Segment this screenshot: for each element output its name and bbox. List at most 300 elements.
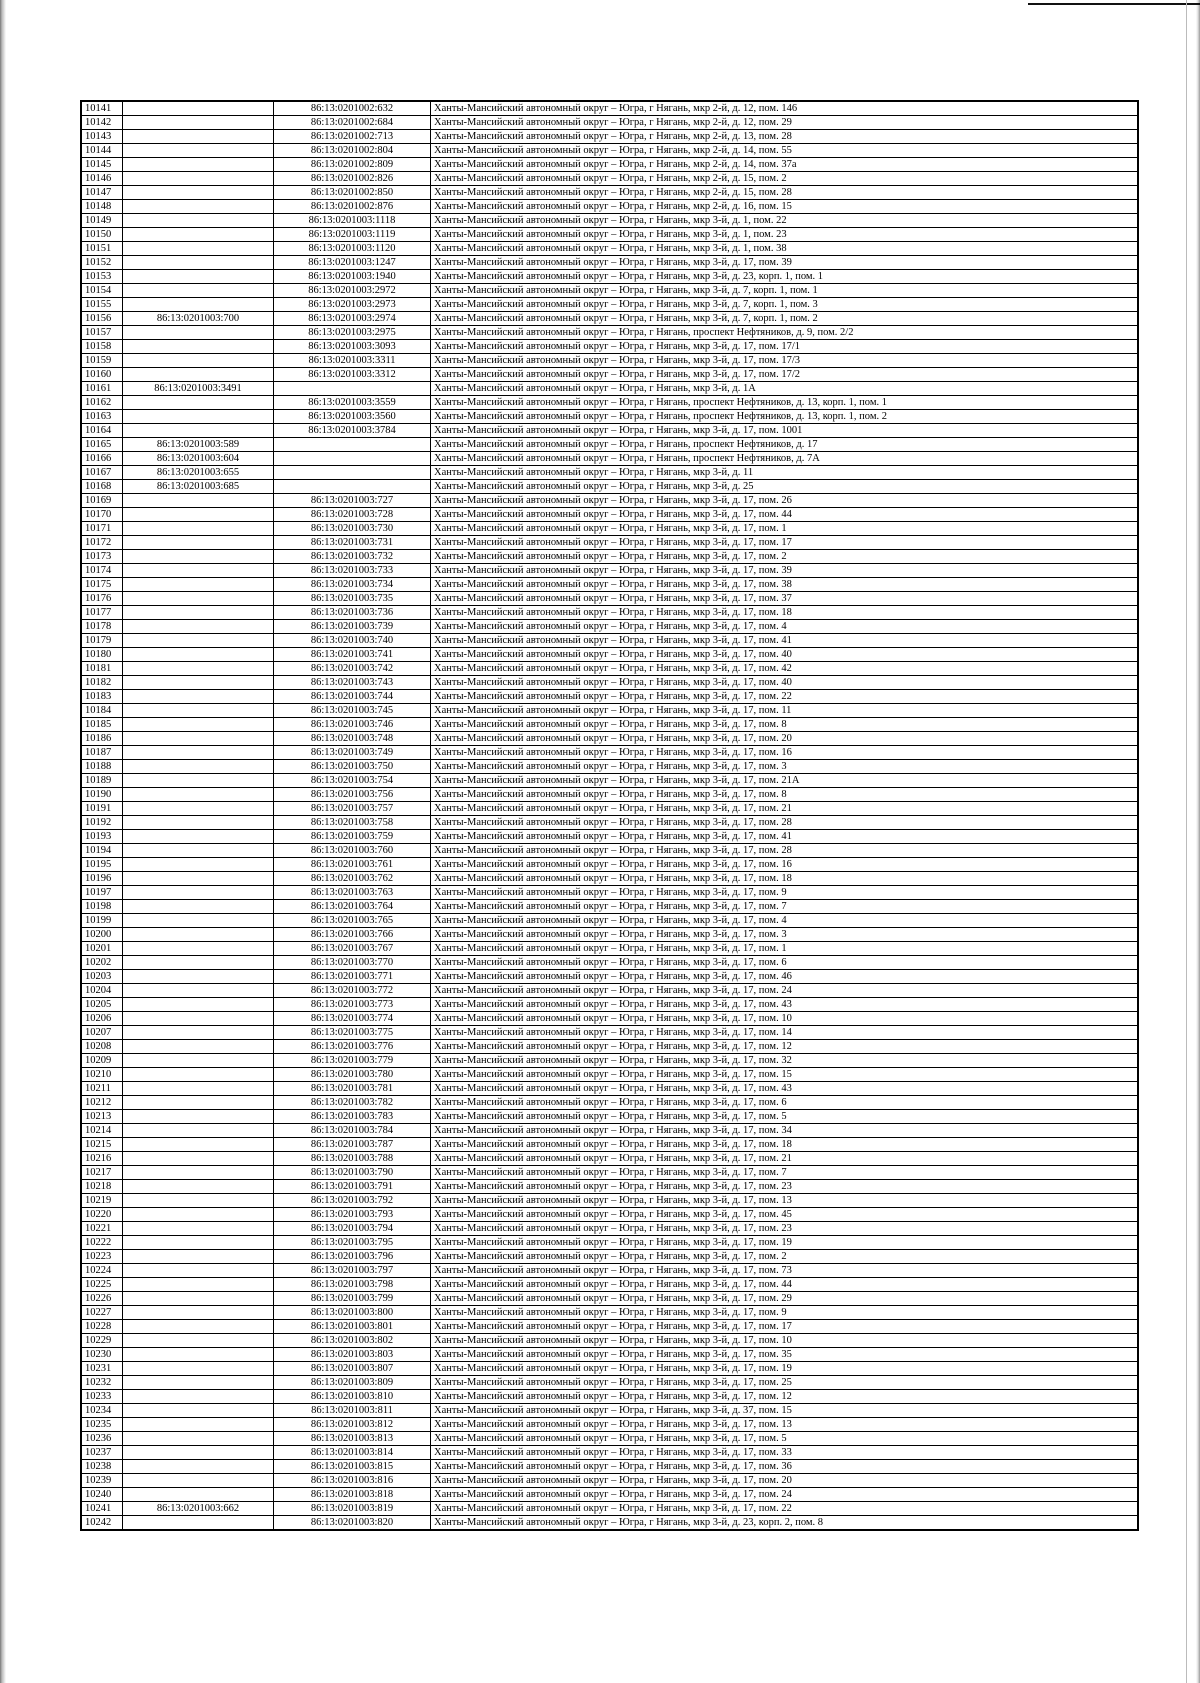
old-cadastral-number-cell bbox=[123, 830, 274, 844]
row-number-cell: 10206 bbox=[81, 1012, 123, 1026]
row-number-cell: 10222 bbox=[81, 1236, 123, 1250]
table-row bbox=[81, 718, 1138, 732]
cadastral-number-cell: 86:13:0201003:1247 bbox=[274, 256, 431, 270]
table-row bbox=[81, 830, 1138, 844]
old-cadastral-number-cell bbox=[123, 1180, 274, 1194]
cadastral-number-cell: 86:13:0201003:1120 bbox=[274, 242, 431, 256]
row-number-cell: 10168 bbox=[81, 480, 123, 494]
row-number-cell: 10194 bbox=[81, 844, 123, 858]
old-cadastral-number-cell: 86:13:0201003:589 bbox=[123, 438, 274, 452]
old-cadastral-number-cell bbox=[123, 214, 274, 228]
old-cadastral-number-cell bbox=[123, 522, 274, 536]
row-number-cell: 10163 bbox=[81, 410, 123, 424]
address-cell: Ханты-Мансийский автономный округ – Югра, г Нягань, мкр 3-й, д. 17, пом. 32 bbox=[431, 1054, 1139, 1068]
cadastral-number-cell bbox=[274, 466, 431, 480]
old-cadastral-number-cell bbox=[123, 1516, 274, 1531]
row-number-cell: 10232 bbox=[81, 1376, 123, 1390]
row-number-cell: 10224 bbox=[81, 1264, 123, 1278]
address-cell: Ханты-Мансийский автономный округ – Югра, г Нягань, мкр 3-й, д. 17, пом. 17/3 bbox=[431, 354, 1139, 368]
old-cadastral-number-cell bbox=[123, 1068, 274, 1082]
address-cell: Ханты-Мансийский автономный округ – Югра, г Нягань, мкр 3-й, д. 17, пом. 16 bbox=[431, 746, 1139, 760]
table-row bbox=[81, 242, 1138, 256]
old-cadastral-number-cell bbox=[123, 690, 274, 704]
row-number-cell: 10156 bbox=[81, 312, 123, 326]
cadastral-number-cell: 86:13:0201003:2975 bbox=[274, 326, 431, 340]
row-number-cell: 10153 bbox=[81, 270, 123, 284]
cadastral-number-cell: 86:13:0201003:745 bbox=[274, 704, 431, 718]
row-number-cell: 10166 bbox=[81, 452, 123, 466]
address-cell: Ханты-Мансийский автономный округ – Югра, г Нягань, мкр 3-й, д. 17, пом. 5 bbox=[431, 1432, 1139, 1446]
cadastral-number-cell: 86:13:0201003:2974 bbox=[274, 312, 431, 326]
table-row bbox=[81, 1110, 1138, 1124]
cadastral-number-cell: 86:13:0201003:744 bbox=[274, 690, 431, 704]
table-row bbox=[81, 298, 1138, 312]
row-number-cell: 10169 bbox=[81, 494, 123, 508]
cadastral-number-cell: 86:13:0201003:813 bbox=[274, 1432, 431, 1446]
table-row bbox=[81, 1502, 1138, 1516]
address-cell: Ханты-Мансийский автономный округ – Югра, г Нягань, мкр 3-й, д. 17, пом. 12 bbox=[431, 1390, 1139, 1404]
address-cell: Ханты-Мансийский автономный округ – Югра, г Нягань, мкр 3-й, д. 17, пом. 23 bbox=[431, 1180, 1139, 1194]
cadastral-number-cell: 86:13:0201003:757 bbox=[274, 802, 431, 816]
row-number-cell: 10239 bbox=[81, 1474, 123, 1488]
address-cell: Ханты-Мансийский автономный округ – Югра, г Нягань, мкр 3-й, д. 17, пом. 11 bbox=[431, 704, 1139, 718]
row-number-cell: 10225 bbox=[81, 1278, 123, 1292]
table-row bbox=[81, 1068, 1138, 1082]
cadastral-number-cell: 86:13:0201003:741 bbox=[274, 648, 431, 662]
old-cadastral-number-cell bbox=[123, 1362, 274, 1376]
old-cadastral-number-cell bbox=[123, 1082, 274, 1096]
address-cell: Ханты-Мансийский автономный округ – Югра, г Нягань, мкр 3-й, д. 17, пом. 3 bbox=[431, 928, 1139, 942]
old-cadastral-number-cell bbox=[123, 662, 274, 676]
address-cell: Ханты-Мансийский автономный округ – Югра, г Нягань, мкр 3-й, д. 1, пом. 22 bbox=[431, 214, 1139, 228]
row-number-cell: 10173 bbox=[81, 550, 123, 564]
row-number-cell: 10201 bbox=[81, 942, 123, 956]
row-number-cell: 10182 bbox=[81, 676, 123, 690]
table-row bbox=[81, 1250, 1138, 1264]
table-row bbox=[81, 928, 1138, 942]
address-cell: Ханты-Мансийский автономный округ – Югра, г Нягань, мкр 3-й, д. 25 bbox=[431, 480, 1139, 494]
cadastral-number-cell: 86:13:0201003:819 bbox=[274, 1502, 431, 1516]
cadastral-number-cell: 86:13:0201003:760 bbox=[274, 844, 431, 858]
row-number-cell: 10208 bbox=[81, 1040, 123, 1054]
old-cadastral-number-cell bbox=[123, 1334, 274, 1348]
cadastral-number-cell: 86:13:0201003:750 bbox=[274, 760, 431, 774]
cadastral-number-cell: 86:13:0201003:797 bbox=[274, 1264, 431, 1278]
cadastral-number-cell: 86:13:0201003:815 bbox=[274, 1460, 431, 1474]
cadastral-number-cell: 86:13:0201003:2972 bbox=[274, 284, 431, 298]
address-cell: Ханты-Мансийский автономный округ – Югра, г Нягань, мкр 3-й, д. 17, пом. 17/2 bbox=[431, 368, 1139, 382]
address-cell: Ханты-Мансийский автономный округ – Югра, г Нягань, мкр 3-й, д. 17, пом. 4 bbox=[431, 620, 1139, 634]
old-cadastral-number-cell bbox=[123, 144, 274, 158]
row-number-cell: 10202 bbox=[81, 956, 123, 970]
row-number-cell: 10210 bbox=[81, 1068, 123, 1082]
table-row bbox=[81, 1278, 1138, 1292]
registry-table bbox=[80, 100, 1139, 1531]
table-row bbox=[81, 1208, 1138, 1222]
address-cell: Ханты-Мансийский автономный округ – Югра, г Нягань, мкр 3-й, д. 17, пом. 23 bbox=[431, 1222, 1139, 1236]
table-row bbox=[81, 522, 1138, 536]
table-row bbox=[81, 1138, 1138, 1152]
cadastral-number-cell: 86:13:0201003:802 bbox=[274, 1334, 431, 1348]
old-cadastral-number-cell bbox=[123, 1096, 274, 1110]
old-cadastral-number-cell bbox=[123, 900, 274, 914]
address-cell: Ханты-Мансийский автономный округ – Югра, г Нягань, мкр 3-й, д. 17, пом. 19 bbox=[431, 1362, 1139, 1376]
old-cadastral-number-cell bbox=[123, 186, 274, 200]
address-cell: Ханты-Мансийский автономный округ – Югра, г Нягань, мкр 3-й, д. 17, пом. 10 bbox=[431, 1334, 1139, 1348]
table-row bbox=[81, 424, 1138, 438]
cadastral-number-cell: 86:13:0201003:793 bbox=[274, 1208, 431, 1222]
address-cell: Ханты-Мансийский автономный округ – Югра, г Нягань, мкр 3-й, д. 17, пом. 40 bbox=[431, 676, 1139, 690]
table-row bbox=[81, 396, 1138, 410]
old-cadastral-number-cell bbox=[123, 1250, 274, 1264]
table-row bbox=[81, 760, 1138, 774]
old-cadastral-number-cell bbox=[123, 648, 274, 662]
row-number-cell: 10207 bbox=[81, 1026, 123, 1040]
table-row bbox=[81, 158, 1138, 172]
old-cadastral-number-cell: 86:13:0201003:655 bbox=[123, 466, 274, 480]
row-number-cell: 10160 bbox=[81, 368, 123, 382]
old-cadastral-number-cell bbox=[123, 1152, 274, 1166]
cadastral-number-cell: 86:13:0201003:820 bbox=[274, 1516, 431, 1531]
table-row bbox=[81, 1012, 1138, 1026]
old-cadastral-number-cell bbox=[123, 1278, 274, 1292]
cadastral-number-cell: 86:13:0201003:731 bbox=[274, 536, 431, 550]
address-cell: Ханты-Мансийский автономный округ – Югра, г Нягань, мкр 3-й, д. 17, пом. 19 bbox=[431, 1236, 1139, 1250]
address-cell: Ханты-Мансийский автономный округ – Югра, г Нягань, мкр 3-й, д. 17, пом. 73 bbox=[431, 1264, 1139, 1278]
old-cadastral-number-cell bbox=[123, 928, 274, 942]
old-cadastral-number-cell bbox=[123, 816, 274, 830]
old-cadastral-number-cell: 86:13:0201003:700 bbox=[123, 312, 274, 326]
address-cell: Ханты-Мансийский автономный округ – Югра, г Нягань, мкр 3-й, д. 17, пом. 18 bbox=[431, 872, 1139, 886]
table-row bbox=[81, 382, 1138, 396]
cadastral-number-cell: 86:13:0201003:767 bbox=[274, 942, 431, 956]
table-row bbox=[81, 466, 1138, 480]
cadastral-number-cell: 86:13:0201003:798 bbox=[274, 1278, 431, 1292]
cadastral-number-cell: 86:13:0201003:801 bbox=[274, 1320, 431, 1334]
old-cadastral-number-cell bbox=[123, 101, 274, 116]
address-cell: Ханты-Мансийский автономный округ – Югра, г Нягань, мкр 3-й, д. 17, пом. 39 bbox=[431, 564, 1139, 578]
address-cell: Ханты-Мансийский автономный округ – Югра, г Нягань, мкр 3-й, д. 17, пом. 6 bbox=[431, 1096, 1139, 1110]
row-number-cell: 10176 bbox=[81, 592, 123, 606]
table-row bbox=[81, 872, 1138, 886]
address-cell: Ханты-Мансийский автономный округ – Югра, г Нягань, мкр 3-й, д. 17, пом. 2 bbox=[431, 550, 1139, 564]
cadastral-number-cell bbox=[274, 452, 431, 466]
table-row bbox=[81, 606, 1138, 620]
cadastral-number-cell: 86:13:0201003:733 bbox=[274, 564, 431, 578]
table-row bbox=[81, 1166, 1138, 1180]
address-cell: Ханты-Мансийский автономный округ – Югра, г Нягань, мкр 3-й, д. 17, пом. 43 bbox=[431, 1082, 1139, 1096]
address-cell: Ханты-Мансийский автономный округ – Югра, г Нягань, мкр 3-й, д. 17, пом. 8 bbox=[431, 718, 1139, 732]
row-number-cell: 10215 bbox=[81, 1138, 123, 1152]
address-cell: Ханты-Мансийский автономный округ – Югра, г Нягань, мкр 3-й, д. 17, пом. 18 bbox=[431, 1138, 1139, 1152]
table-row bbox=[81, 1292, 1138, 1306]
old-cadastral-number-cell bbox=[123, 494, 274, 508]
old-cadastral-number-cell bbox=[123, 368, 274, 382]
address-cell: Ханты-Мансийский автономный округ – Югра, г Нягань, мкр 3-й, д. 17, пом. 21А bbox=[431, 774, 1139, 788]
cadastral-number-cell: 86:13:0201002:804 bbox=[274, 144, 431, 158]
address-cell: Ханты-Мансийский автономный округ – Югра, г Нягань, мкр 3-й, д. 17, пом. 5 bbox=[431, 1110, 1139, 1124]
table-row bbox=[81, 1040, 1138, 1054]
table-row bbox=[81, 1152, 1138, 1166]
table-row bbox=[81, 326, 1138, 340]
table-row bbox=[81, 844, 1138, 858]
cadastral-number-cell: 86:13:0201003:796 bbox=[274, 1250, 431, 1264]
cadastral-number-cell: 86:13:0201003:814 bbox=[274, 1446, 431, 1460]
address-cell: Ханты-Мансийский автономный округ – Югра, г Нягань, мкр 3-й, д. 17, пом. 7 bbox=[431, 1166, 1139, 1180]
row-number-cell: 10175 bbox=[81, 578, 123, 592]
row-number-cell: 10155 bbox=[81, 298, 123, 312]
cadastral-number-cell: 86:13:0201003:771 bbox=[274, 970, 431, 984]
old-cadastral-number-cell bbox=[123, 158, 274, 172]
table-row bbox=[81, 578, 1138, 592]
old-cadastral-number-cell bbox=[123, 256, 274, 270]
cadastral-number-cell: 86:13:0201003:3312 bbox=[274, 368, 431, 382]
address-cell: Ханты-Мансийский автономный округ – Югра, г Нягань, мкр 3-й, д. 17, пом. 24 bbox=[431, 984, 1139, 998]
old-cadastral-number-cell bbox=[123, 564, 274, 578]
old-cadastral-number-cell bbox=[123, 956, 274, 970]
row-number-cell: 10223 bbox=[81, 1250, 123, 1264]
old-cadastral-number-cell bbox=[123, 410, 274, 424]
address-cell: Ханты-Мансийский автономный округ – Югра, г Нягань, мкр 2-й, д. 14, пом. 37а bbox=[431, 158, 1139, 172]
table-row bbox=[81, 1096, 1138, 1110]
cadastral-number-cell: 86:13:0201003:788 bbox=[274, 1152, 431, 1166]
row-number-cell: 10197 bbox=[81, 886, 123, 900]
table-row bbox=[81, 1306, 1138, 1320]
old-cadastral-number-cell bbox=[123, 340, 274, 354]
address-cell: Ханты-Мансийский автономный округ – Югра, г Нягань, мкр 3-й, д. 17, пом. 25 bbox=[431, 1376, 1139, 1390]
table-row bbox=[81, 116, 1138, 130]
row-number-cell: 10184 bbox=[81, 704, 123, 718]
address-cell: Ханты-Мансийский автономный округ – Югра, г Нягань, мкр 3-й, д. 23, корп. 1, пом. 1 bbox=[431, 270, 1139, 284]
address-cell: Ханты-Мансийский автономный округ – Югра, г Нягань, мкр 3-й, д. 17, пом. 41 bbox=[431, 830, 1139, 844]
cadastral-number-cell bbox=[274, 480, 431, 494]
row-number-cell: 10165 bbox=[81, 438, 123, 452]
row-number-cell: 10164 bbox=[81, 424, 123, 438]
table-row bbox=[81, 368, 1138, 382]
table-row bbox=[81, 662, 1138, 676]
address-cell: Ханты-Мансийский автономный округ – Югра, г Нягань, мкр 3-й, д. 17, пом. 29 bbox=[431, 1292, 1139, 1306]
table-row bbox=[81, 354, 1138, 368]
row-number-cell: 10213 bbox=[81, 1110, 123, 1124]
row-number-cell: 10241 bbox=[81, 1502, 123, 1516]
row-number-cell: 10195 bbox=[81, 858, 123, 872]
table-row bbox=[81, 1390, 1138, 1404]
address-cell: Ханты-Мансийский автономный округ – Югра, г Нягань, мкр 3-й, д. 17, пом. 12 bbox=[431, 1040, 1139, 1054]
address-cell: Ханты-Мансийский автономный округ – Югра, г Нягань, мкр 3-й, д. 17, пом. 35 bbox=[431, 1348, 1139, 1362]
address-cell: Ханты-Мансийский автономный округ – Югра, г Нягань, мкр 3-й, д. 17, пом. 26 bbox=[431, 494, 1139, 508]
row-number-cell: 10193 bbox=[81, 830, 123, 844]
address-cell: Ханты-Мансийский автономный округ – Югра, г Нягань, мкр 3-й, д. 17, пом. 4 bbox=[431, 914, 1139, 928]
address-cell: Ханты-Мансийский автономный округ – Югра, г Нягань, мкр 3-й, д. 17, пом. 22 bbox=[431, 1502, 1139, 1516]
old-cadastral-number-cell bbox=[123, 1432, 274, 1446]
table-row bbox=[81, 970, 1138, 984]
table-row bbox=[81, 956, 1138, 970]
row-number-cell: 10148 bbox=[81, 200, 123, 214]
row-number-cell: 10192 bbox=[81, 816, 123, 830]
old-cadastral-number-cell bbox=[123, 802, 274, 816]
row-number-cell: 10152 bbox=[81, 256, 123, 270]
address-cell: Ханты-Мансийский автономный округ – Югра, г Нягань, мкр 2-й, д. 13, пом. 28 bbox=[431, 130, 1139, 144]
cadastral-number-cell: 86:13:0201003:759 bbox=[274, 830, 431, 844]
address-cell: Ханты-Мансийский автономный округ – Югра, г Нягань, мкр 3-й, д. 17, пом. 7 bbox=[431, 900, 1139, 914]
row-number-cell: 10171 bbox=[81, 522, 123, 536]
table-row bbox=[81, 1082, 1138, 1096]
scan-edge-left bbox=[0, 0, 6, 1683]
row-number-cell: 10199 bbox=[81, 914, 123, 928]
row-number-cell: 10158 bbox=[81, 340, 123, 354]
table-row bbox=[81, 1180, 1138, 1194]
table-row bbox=[81, 452, 1138, 466]
row-number-cell: 10185 bbox=[81, 718, 123, 732]
address-cell: Ханты-Мансийский автономный округ – Югра, г Нягань, мкр 3-й, д. 17, пом. 14 bbox=[431, 1026, 1139, 1040]
address-cell: Ханты-Мансийский автономный округ – Югра, г Нягань, мкр 3-й, д. 17, пом. 33 bbox=[431, 1446, 1139, 1460]
address-cell: Ханты-Мансийский автономный округ – Югра, г Нягань, мкр 3-й, д. 7, корп. 1, пом. 3 bbox=[431, 298, 1139, 312]
old-cadastral-number-cell bbox=[123, 1418, 274, 1432]
table-row bbox=[81, 1432, 1138, 1446]
address-cell: Ханты-Мансийский автономный округ – Югра, г Нягань, мкр 2-й, д. 12, пом. 146 bbox=[431, 101, 1139, 116]
cadastral-number-cell: 86:13:0201003:739 bbox=[274, 620, 431, 634]
row-number-cell: 10235 bbox=[81, 1418, 123, 1432]
row-number-cell: 10238 bbox=[81, 1460, 123, 1474]
row-number-cell: 10161 bbox=[81, 382, 123, 396]
cadastral-number-cell: 86:13:0201003:780 bbox=[274, 1068, 431, 1082]
cadastral-number-cell bbox=[274, 438, 431, 452]
old-cadastral-number-cell bbox=[123, 1208, 274, 1222]
old-cadastral-number-cell bbox=[123, 1320, 274, 1334]
row-number-cell: 10200 bbox=[81, 928, 123, 942]
row-number-cell: 10237 bbox=[81, 1446, 123, 1460]
table-row bbox=[81, 1488, 1138, 1502]
table-row bbox=[81, 340, 1138, 354]
old-cadastral-number-cell bbox=[123, 1040, 274, 1054]
old-cadastral-number-cell bbox=[123, 970, 274, 984]
address-cell: Ханты-Мансийский автономный округ – Югра, г Нягань, мкр 3-й, д. 17, пом. 21 bbox=[431, 802, 1139, 816]
row-number-cell: 10179 bbox=[81, 634, 123, 648]
cadastral-number-cell: 86:13:0201003:3559 bbox=[274, 396, 431, 410]
address-cell: Ханты-Мансийский автономный округ – Югра, г Нягань, мкр 2-й, д. 12, пом. 29 bbox=[431, 116, 1139, 130]
old-cadastral-number-cell: 86:13:0201003:3491 bbox=[123, 382, 274, 396]
table-row bbox=[81, 101, 1138, 116]
row-number-cell: 10172 bbox=[81, 536, 123, 550]
cadastral-number-cell: 86:13:0201003:761 bbox=[274, 858, 431, 872]
cadastral-number-cell: 86:13:0201003:766 bbox=[274, 928, 431, 942]
row-number-cell: 10150 bbox=[81, 228, 123, 242]
table-row bbox=[81, 410, 1138, 424]
table-row bbox=[81, 494, 1138, 508]
cadastral-number-cell: 86:13:0201003:799 bbox=[274, 1292, 431, 1306]
address-cell: Ханты-Мансийский автономный округ – Югра, г Нягань, мкр 3-й, д. 17, пом. 10 bbox=[431, 1012, 1139, 1026]
row-number-cell: 10209 bbox=[81, 1054, 123, 1068]
old-cadastral-number-cell bbox=[123, 606, 274, 620]
address-cell: Ханты-Мансийский автономный округ – Югра, г Нягань, мкр 3-й, д. 17, пом. 6 bbox=[431, 956, 1139, 970]
cadastral-number-cell: 86:13:0201003:816 bbox=[274, 1474, 431, 1488]
old-cadastral-number-cell bbox=[123, 508, 274, 522]
address-cell: Ханты-Мансийский автономный округ – Югра, г Нягань, мкр 3-й, д. 17, пом. 3 bbox=[431, 760, 1139, 774]
table-row bbox=[81, 1054, 1138, 1068]
row-number-cell: 10221 bbox=[81, 1222, 123, 1236]
row-number-cell: 10219 bbox=[81, 1194, 123, 1208]
cadastral-number-cell: 86:13:0201003:812 bbox=[274, 1418, 431, 1432]
old-cadastral-number-cell bbox=[123, 998, 274, 1012]
table-row bbox=[81, 228, 1138, 242]
table-row bbox=[81, 312, 1138, 326]
address-cell: Ханты-Мансийский автономный округ – Югра, г Нягань, мкр 3-й, д. 17, пом. 28 bbox=[431, 816, 1139, 830]
cadastral-number-cell: 86:13:0201003:774 bbox=[274, 1012, 431, 1026]
table-row bbox=[81, 620, 1138, 634]
address-cell: Ханты-Мансийский автономный округ – Югра, г Нягань, мкр 3-й, д. 17, пом. 41 bbox=[431, 634, 1139, 648]
table-row bbox=[81, 900, 1138, 914]
cadastral-number-cell: 86:13:0201003:787 bbox=[274, 1138, 431, 1152]
old-cadastral-number-cell bbox=[123, 858, 274, 872]
table-row bbox=[81, 1404, 1138, 1418]
address-cell: Ханты-Мансийский автономный округ – Югра, г Нягань, мкр 3-й, д. 17, пом. 38 bbox=[431, 578, 1139, 592]
row-number-cell: 10203 bbox=[81, 970, 123, 984]
old-cadastral-number-cell bbox=[123, 1460, 274, 1474]
table-row bbox=[81, 1222, 1138, 1236]
old-cadastral-number-cell bbox=[123, 1236, 274, 1250]
address-cell: Ханты-Мансийский автономный округ – Югра, г Нягань, мкр 3-й, д. 17, пом. 40 bbox=[431, 648, 1139, 662]
old-cadastral-number-cell bbox=[123, 396, 274, 410]
row-number-cell: 10149 bbox=[81, 214, 123, 228]
old-cadastral-number-cell bbox=[123, 130, 274, 144]
address-cell: Ханты-Мансийский автономный округ – Югра, г Нягань, мкр 2-й, д. 16, пом. 15 bbox=[431, 200, 1139, 214]
cadastral-number-cell bbox=[274, 382, 431, 396]
address-cell: Ханты-Мансийский автономный округ – Югра, г Нягань, проспект Нефтяников, д. 13, корп. 1, пом. 2 bbox=[431, 410, 1139, 424]
row-number-cell: 10159 bbox=[81, 354, 123, 368]
cadastral-number-cell: 86:13:0201003:772 bbox=[274, 984, 431, 998]
row-number-cell: 10143 bbox=[81, 130, 123, 144]
old-cadastral-number-cell bbox=[123, 872, 274, 886]
table-row bbox=[81, 774, 1138, 788]
page-border-line bbox=[1186, 0, 1187, 1683]
address-cell: Ханты-Мансийский автономный округ – Югра, г Нягань, мкр 3-й, д. 17, пом. 1 bbox=[431, 522, 1139, 536]
old-cadastral-number-cell bbox=[123, 718, 274, 732]
old-cadastral-number-cell bbox=[123, 1012, 274, 1026]
address-cell: Ханты-Мансийский автономный округ – Югра, г Нягань, мкр 3-й, д. 17, пом. 9 bbox=[431, 1306, 1139, 1320]
old-cadastral-number-cell bbox=[123, 620, 274, 634]
cadastral-number-cell: 86:13:0201003:746 bbox=[274, 718, 431, 732]
old-cadastral-number-cell bbox=[123, 1446, 274, 1460]
old-cadastral-number-cell bbox=[123, 298, 274, 312]
row-number-cell: 10188 bbox=[81, 760, 123, 774]
table-row bbox=[81, 1320, 1138, 1334]
cadastral-number-cell: 86:13:0201003:740 bbox=[274, 634, 431, 648]
row-number-cell: 10211 bbox=[81, 1082, 123, 1096]
cadastral-number-cell: 86:13:0201003:728 bbox=[274, 508, 431, 522]
old-cadastral-number-cell bbox=[123, 1292, 274, 1306]
cadastral-number-cell: 86:13:0201003:795 bbox=[274, 1236, 431, 1250]
address-cell: Ханты-Мансийский автономный округ – Югра, г Нягань, мкр 3-й, д. 17, пом. 1001 bbox=[431, 424, 1139, 438]
address-cell: Ханты-Мансийский автономный округ – Югра, г Нягань, мкр 3-й, д. 17, пом. 13 bbox=[431, 1194, 1139, 1208]
old-cadastral-number-cell bbox=[123, 844, 274, 858]
old-cadastral-number-cell bbox=[123, 550, 274, 564]
table-row bbox=[81, 256, 1138, 270]
row-number-cell: 10216 bbox=[81, 1152, 123, 1166]
old-cadastral-number-cell bbox=[123, 914, 274, 928]
cadastral-number-cell: 86:13:0201003:735 bbox=[274, 592, 431, 606]
row-number-cell: 10154 bbox=[81, 284, 123, 298]
old-cadastral-number-cell bbox=[123, 886, 274, 900]
old-cadastral-number-cell bbox=[123, 354, 274, 368]
table-row bbox=[81, 676, 1138, 690]
table-row bbox=[81, 788, 1138, 802]
old-cadastral-number-cell bbox=[123, 172, 274, 186]
table-row bbox=[81, 1194, 1138, 1208]
cadastral-number-cell: 86:13:0201002:809 bbox=[274, 158, 431, 172]
old-cadastral-number-cell bbox=[123, 1404, 274, 1418]
address-cell: Ханты-Мансийский автономный округ – Югра, г Нягань, мкр 3-й, д. 1, пом. 23 bbox=[431, 228, 1139, 242]
old-cadastral-number-cell bbox=[123, 242, 274, 256]
